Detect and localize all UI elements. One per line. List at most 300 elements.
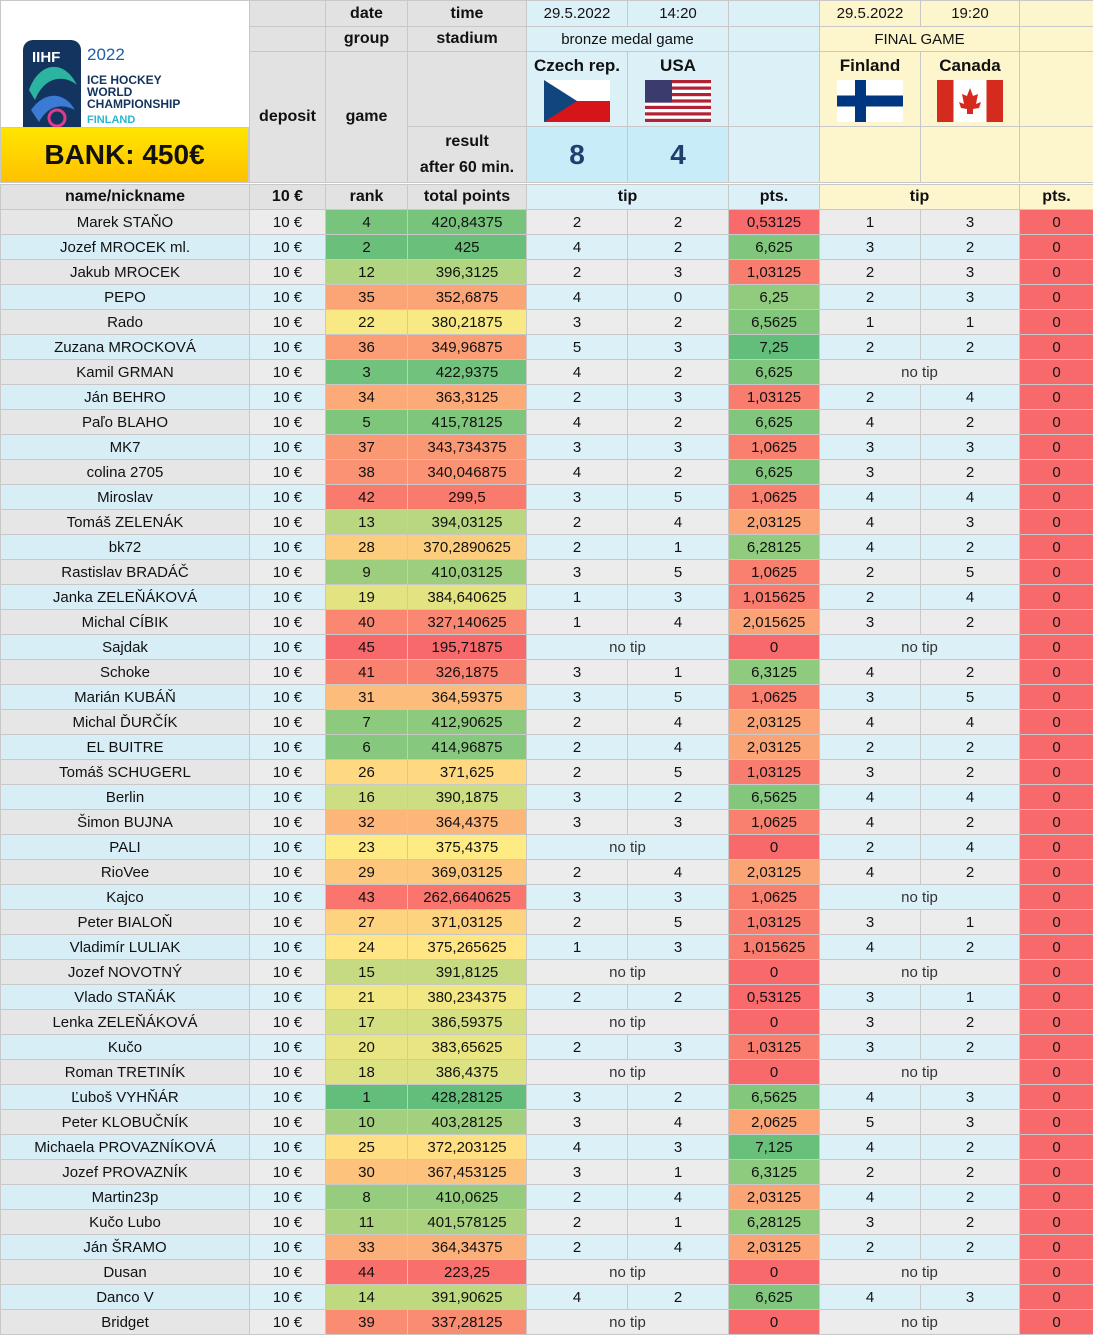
game1-tip-team1: 2 bbox=[527, 1235, 628, 1260]
deposit-cell: 10 € bbox=[250, 835, 326, 860]
game1-score1: 8 bbox=[527, 127, 628, 183]
total-points-cell: 372,203125 bbox=[408, 1135, 527, 1160]
game2-no-tip: no tip bbox=[820, 1260, 1020, 1285]
rank-cell: 10 bbox=[326, 1110, 408, 1135]
rank-cell: 40 bbox=[326, 610, 408, 635]
game2-points: 0 bbox=[1020, 1185, 1093, 1210]
game1-tip-team1: 2 bbox=[527, 760, 628, 785]
game2-time: 19:20 bbox=[921, 1, 1020, 27]
game1-points: 2,03125 bbox=[729, 1235, 820, 1260]
table-row bbox=[1, 735, 1093, 760]
table-row bbox=[1, 260, 1093, 285]
game2-tip-team2: 3 bbox=[921, 285, 1020, 310]
table-row bbox=[1, 960, 1093, 985]
game1-tip-team1: 2 bbox=[527, 860, 628, 885]
results-table bbox=[0, 184, 1093, 1335]
game1-tip-team1: 4 bbox=[527, 1285, 628, 1310]
total-points-cell: 391,8125 bbox=[408, 960, 527, 985]
player-name: Michal ĎURČÍK bbox=[1, 710, 250, 735]
game1-points: 6,25 bbox=[729, 285, 820, 310]
game1-tip-team2: 1 bbox=[628, 660, 729, 685]
game1-points: 1,03125 bbox=[729, 760, 820, 785]
game2-tip-team2: 4 bbox=[921, 385, 1020, 410]
table-row bbox=[1, 710, 1093, 735]
col-total: total points bbox=[408, 185, 527, 210]
game2-points: 0 bbox=[1020, 360, 1093, 385]
game2-tip-team1: 2 bbox=[820, 1160, 921, 1185]
deposit-cell: 10 € bbox=[250, 285, 326, 310]
deposit-cell: 10 € bbox=[250, 660, 326, 685]
game1-points: 0,53125 bbox=[729, 210, 820, 235]
player-name: Janka ZELEŇÁKOVÁ bbox=[1, 585, 250, 610]
game1-tip-team2: 3 bbox=[628, 435, 729, 460]
table-row bbox=[1, 485, 1093, 510]
game2-points: 0 bbox=[1020, 635, 1093, 660]
rank-cell: 8 bbox=[326, 1185, 408, 1210]
game2-tip-team2: 4 bbox=[921, 785, 1020, 810]
deposit-label: deposit bbox=[250, 52, 326, 183]
deposit-cell: 10 € bbox=[250, 1085, 326, 1110]
player-name: Miroslav bbox=[1, 485, 250, 510]
usa-flag-icon bbox=[645, 80, 711, 122]
col-rank: rank bbox=[326, 185, 408, 210]
game2-points: 0 bbox=[1020, 535, 1093, 560]
deposit-cell: 10 € bbox=[250, 1160, 326, 1185]
total-points-cell: 403,28125 bbox=[408, 1110, 527, 1135]
game2-tip-team2: 2 bbox=[921, 460, 1020, 485]
game2-team2 bbox=[921, 52, 1020, 127]
column-header-row bbox=[1, 185, 1093, 210]
game1-points: 6,3125 bbox=[729, 660, 820, 685]
game1-tip-team2: 1 bbox=[628, 1160, 729, 1185]
finland-flag-icon bbox=[837, 80, 903, 122]
game1-points: 1,0625 bbox=[729, 810, 820, 835]
game2-name: FINAL GAME bbox=[820, 27, 1020, 52]
total-points-cell: 340,046875 bbox=[408, 460, 527, 485]
game1-tip-team1: 2 bbox=[527, 535, 628, 560]
game1-points: 6,28125 bbox=[729, 1210, 820, 1235]
total-points-cell: 364,34375 bbox=[408, 1235, 527, 1260]
game1-tip-team2: 3 bbox=[628, 885, 729, 910]
game2-no-tip: no tip bbox=[820, 635, 1020, 660]
deposit-cell: 10 € bbox=[250, 1260, 326, 1285]
game1-team1-name: Czech rep. bbox=[534, 56, 620, 75]
game2-tip-team1: 3 bbox=[820, 1210, 921, 1235]
game2-points: 0 bbox=[1020, 710, 1093, 735]
total-points-cell: 337,28125 bbox=[408, 1310, 527, 1335]
player-name: EL BUITRE bbox=[1, 735, 250, 760]
game1-tip-team1: 4 bbox=[527, 285, 628, 310]
game2-tip-team2: 5 bbox=[921, 685, 1020, 710]
logo-brand: IIHF bbox=[32, 48, 61, 66]
game1-team2 bbox=[628, 52, 729, 127]
player-name: Kamil GRMAN bbox=[1, 360, 250, 385]
game1-tip-team2: 5 bbox=[628, 910, 729, 935]
game1-tip-team2: 3 bbox=[628, 1035, 729, 1060]
game2-tip-team2: 3 bbox=[921, 435, 1020, 460]
total-points-cell: 370,2890625 bbox=[408, 535, 527, 560]
logo-line1: ICE HOCKEY bbox=[87, 72, 162, 87]
game1-points: 6,28125 bbox=[729, 535, 820, 560]
deposit-cell: 10 € bbox=[250, 260, 326, 285]
table-row bbox=[1, 610, 1093, 635]
game2-tip-team1: 4 bbox=[820, 785, 921, 810]
game1-tip-team1: 4 bbox=[527, 235, 628, 260]
player-name: Marián KUBÁŇ bbox=[1, 685, 250, 710]
game1-tip-team1: 2 bbox=[527, 910, 628, 935]
table-row bbox=[1, 1085, 1093, 1110]
player-name: Schoke bbox=[1, 660, 250, 685]
rank-cell: 11 bbox=[326, 1210, 408, 1235]
game1-points: 0 bbox=[729, 960, 820, 985]
game2-tip-team1: 4 bbox=[820, 935, 921, 960]
deposit-cell: 10 € bbox=[250, 760, 326, 785]
rank-cell: 27 bbox=[326, 910, 408, 935]
player-name: bk72 bbox=[1, 535, 250, 560]
game1-tip-team2: 2 bbox=[628, 1085, 729, 1110]
player-name: Ján BEHRO bbox=[1, 385, 250, 410]
player-name: Michaela PROVAZNÍKOVÁ bbox=[1, 1135, 250, 1160]
total-points-cell: 390,1875 bbox=[408, 785, 527, 810]
game1-no-tip: no tip bbox=[527, 835, 729, 860]
rank-cell: 15 bbox=[326, 960, 408, 985]
total-points-cell: 380,21875 bbox=[408, 310, 527, 335]
game2-points: 0 bbox=[1020, 585, 1093, 610]
deposit-cell: 10 € bbox=[250, 210, 326, 235]
game1-tip-team2: 5 bbox=[628, 560, 729, 585]
player-name: Paľo BLAHO bbox=[1, 410, 250, 435]
game2-tip-team2: 2 bbox=[921, 735, 1020, 760]
game2-tip-team2: 2 bbox=[921, 810, 1020, 835]
game1-points: 6,625 bbox=[729, 235, 820, 260]
logo-line3: CHAMPIONSHIP bbox=[87, 96, 181, 111]
game1-points: 6,625 bbox=[729, 360, 820, 385]
rank-cell: 33 bbox=[326, 1235, 408, 1260]
game2-points: 0 bbox=[1020, 1235, 1093, 1260]
deposit-cell: 10 € bbox=[250, 1110, 326, 1135]
game2-tip-team2: 2 bbox=[921, 335, 1020, 360]
game2-tip-team1: 3 bbox=[820, 435, 921, 460]
game1-points: 1,0625 bbox=[729, 885, 820, 910]
deposit-cell: 10 € bbox=[250, 710, 326, 735]
deposit-cell: 10 € bbox=[250, 860, 326, 885]
game2-points: 0 bbox=[1020, 935, 1093, 960]
game1-points: 0 bbox=[729, 1010, 820, 1035]
game2-tip-team1: 3 bbox=[820, 235, 921, 260]
game2-points: 0 bbox=[1020, 1135, 1093, 1160]
table-row bbox=[1, 1035, 1093, 1060]
player-name: Peter KLOBUČNÍK bbox=[1, 1110, 250, 1135]
table-row bbox=[1, 660, 1093, 685]
game2-tip-team1: 4 bbox=[820, 1185, 921, 1210]
game2-points: 0 bbox=[1020, 1310, 1093, 1335]
table-row bbox=[1, 785, 1093, 810]
game2-tip-team1: 2 bbox=[820, 835, 921, 860]
player-name: Danco V bbox=[1, 1285, 250, 1310]
game1-tip-team1: 4 bbox=[527, 460, 628, 485]
table-row bbox=[1, 1310, 1093, 1335]
game1-no-tip: no tip bbox=[527, 960, 729, 985]
game2-tip-team1: 4 bbox=[820, 1135, 921, 1160]
table-row bbox=[1, 1285, 1093, 1310]
total-points-cell: 386,4375 bbox=[408, 1060, 527, 1085]
game2-tip-team1: 4 bbox=[820, 1085, 921, 1110]
game2-tip-team1: 4 bbox=[820, 1285, 921, 1310]
game2-points: 0 bbox=[1020, 260, 1093, 285]
game1-no-tip: no tip bbox=[527, 1310, 729, 1335]
col-pts2: pts. bbox=[1020, 185, 1093, 210]
game1-points: 6,3125 bbox=[729, 1160, 820, 1185]
game1-tip-team1: 2 bbox=[527, 210, 628, 235]
game2-tip-team2: 2 bbox=[921, 860, 1020, 885]
result-label-2: after 60 min. bbox=[419, 158, 515, 176]
player-name: Kučo bbox=[1, 1035, 250, 1060]
table-row bbox=[1, 510, 1093, 535]
game2-points: 0 bbox=[1020, 385, 1093, 410]
deposit-cell: 10 € bbox=[250, 935, 326, 960]
deposit-cell: 10 € bbox=[250, 1135, 326, 1160]
game2-points: 0 bbox=[1020, 335, 1093, 360]
game2-points: 0 bbox=[1020, 435, 1093, 460]
game1-no-tip: no tip bbox=[527, 1010, 729, 1035]
game2-tip-team2: 2 bbox=[921, 1135, 1020, 1160]
total-points-cell: 262,6640625 bbox=[408, 885, 527, 910]
player-name: Berlin bbox=[1, 785, 250, 810]
game2-tip-team1: 2 bbox=[820, 735, 921, 760]
date-label: date bbox=[326, 1, 408, 27]
game2-tip-team1: 4 bbox=[820, 510, 921, 535]
game2-tip-team2: 2 bbox=[921, 1160, 1020, 1185]
logo-year: 2022 bbox=[87, 44, 125, 64]
rank-cell: 21 bbox=[326, 985, 408, 1010]
game1-points: 2,03125 bbox=[729, 1185, 820, 1210]
rank-cell: 23 bbox=[326, 835, 408, 860]
rank-cell: 6 bbox=[326, 735, 408, 760]
player-name: Peter BIALOŇ bbox=[1, 910, 250, 935]
game2-tip-team1: 2 bbox=[820, 1235, 921, 1260]
game2-points: 0 bbox=[1020, 985, 1093, 1010]
rank-cell: 25 bbox=[326, 1135, 408, 1160]
total-points-cell: 415,78125 bbox=[408, 410, 527, 435]
rank-cell: 3 bbox=[326, 360, 408, 385]
game1-tip-team2: 3 bbox=[628, 935, 729, 960]
game2-tip-team2: 3 bbox=[921, 510, 1020, 535]
total-points-cell: 380,234375 bbox=[408, 985, 527, 1010]
game2-tip-team2: 2 bbox=[921, 1185, 1020, 1210]
game2-tip-team2: 2 bbox=[921, 1235, 1020, 1260]
game1-tip-team1: 4 bbox=[527, 360, 628, 385]
rank-cell: 28 bbox=[326, 535, 408, 560]
game2-tip-team2: 1 bbox=[921, 910, 1020, 935]
game2-tip-team1: 5 bbox=[820, 1110, 921, 1135]
rank-cell: 38 bbox=[326, 460, 408, 485]
game2-tip-team2: 3 bbox=[921, 260, 1020, 285]
game2-points: 0 bbox=[1020, 835, 1093, 860]
rank-cell: 20 bbox=[326, 1035, 408, 1060]
deposit-cell: 10 € bbox=[250, 960, 326, 985]
game1-tip-team1: 3 bbox=[527, 1085, 628, 1110]
game1-tip-team2: 4 bbox=[628, 710, 729, 735]
player-name: Jozef NOVOTNÝ bbox=[1, 960, 250, 985]
player-name: Dusan bbox=[1, 1260, 250, 1285]
player-name: Jozef PROVAZNÍK bbox=[1, 1160, 250, 1185]
game1-tip-team2: 2 bbox=[628, 235, 729, 260]
game2-tip-team2: 2 bbox=[921, 410, 1020, 435]
game1-tip-team1: 1 bbox=[527, 585, 628, 610]
game1-tip-team2: 4 bbox=[628, 735, 729, 760]
rank-cell: 31 bbox=[326, 685, 408, 710]
deposit-cell: 10 € bbox=[250, 435, 326, 460]
rank-cell: 2 bbox=[326, 235, 408, 260]
game2-no-tip: no tip bbox=[820, 360, 1020, 385]
game2-tip-team1: 4 bbox=[820, 810, 921, 835]
col-tip2: tip bbox=[820, 185, 1020, 210]
game2-tip-team2: 2 bbox=[921, 935, 1020, 960]
game1-tip-team2: 2 bbox=[628, 1285, 729, 1310]
game2-points: 0 bbox=[1020, 735, 1093, 760]
game2-tip-team2: 2 bbox=[921, 1210, 1020, 1235]
logo-line2: WORLD bbox=[87, 84, 133, 99]
game1-points: 1,015625 bbox=[729, 935, 820, 960]
game2-tip-team2: 2 bbox=[921, 535, 1020, 560]
game2-points: 0 bbox=[1020, 810, 1093, 835]
table-row bbox=[1, 1060, 1093, 1085]
total-points-cell: 223,25 bbox=[408, 1260, 527, 1285]
game1-tip-team2: 0 bbox=[628, 285, 729, 310]
game1-points: 0 bbox=[729, 835, 820, 860]
game2-tip-team2: 2 bbox=[921, 1010, 1020, 1035]
table-row bbox=[1, 435, 1093, 460]
deposit-cell: 10 € bbox=[250, 685, 326, 710]
total-points-cell: 364,59375 bbox=[408, 685, 527, 710]
game1-tip-team1: 3 bbox=[527, 1110, 628, 1135]
game2-points: 0 bbox=[1020, 685, 1093, 710]
rank-cell: 24 bbox=[326, 935, 408, 960]
game1-tip-team1: 4 bbox=[527, 410, 628, 435]
game2-points: 0 bbox=[1020, 910, 1093, 935]
game1-tip-team2: 3 bbox=[628, 260, 729, 285]
total-points-cell: 428,28125 bbox=[408, 1085, 527, 1110]
game2-points: 0 bbox=[1020, 885, 1093, 910]
total-points-cell: 391,90625 bbox=[408, 1285, 527, 1310]
game1-points: 1,0625 bbox=[729, 685, 820, 710]
total-points-cell: 363,3125 bbox=[408, 385, 527, 410]
table-row bbox=[1, 635, 1093, 660]
col-name: name/nickname bbox=[1, 185, 250, 210]
game1-points: 2,03125 bbox=[729, 860, 820, 885]
game2-tip-team2: 3 bbox=[921, 1285, 1020, 1310]
game1-tip-team1: 2 bbox=[527, 510, 628, 535]
game2-tip-team1: 3 bbox=[820, 910, 921, 935]
game2-points: 0 bbox=[1020, 660, 1093, 685]
deposit-cell: 10 € bbox=[250, 885, 326, 910]
game1-time: 14:20 bbox=[628, 1, 729, 27]
game2-tip-team1: 2 bbox=[820, 560, 921, 585]
game2-tip-team2: 4 bbox=[921, 485, 1020, 510]
total-points-cell: 396,3125 bbox=[408, 260, 527, 285]
table-row bbox=[1, 460, 1093, 485]
game1-tip-team2: 5 bbox=[628, 685, 729, 710]
game1-tip-team2: 4 bbox=[628, 1110, 729, 1135]
game1-points: 0 bbox=[729, 1310, 820, 1335]
game1-tip-team1: 2 bbox=[527, 385, 628, 410]
table-row bbox=[1, 210, 1093, 235]
game1-tip-team1: 3 bbox=[527, 1160, 628, 1185]
game1-tip-team2: 4 bbox=[628, 1185, 729, 1210]
game1-points: 2,0625 bbox=[729, 1110, 820, 1135]
player-name: MK7 bbox=[1, 435, 250, 460]
game2-points: 0 bbox=[1020, 1210, 1093, 1235]
deposit-cell: 10 € bbox=[250, 1210, 326, 1235]
player-name: Bridget bbox=[1, 1310, 250, 1335]
game2-tip-team1: 2 bbox=[820, 285, 921, 310]
rank-cell: 18 bbox=[326, 1060, 408, 1085]
col-tip1: tip bbox=[527, 185, 729, 210]
game1-points: 1,03125 bbox=[729, 1035, 820, 1060]
table-row bbox=[1, 1185, 1093, 1210]
rank-cell: 42 bbox=[326, 485, 408, 510]
table-row bbox=[1, 1110, 1093, 1135]
player-name: Jozef MROCEK ml. bbox=[1, 235, 250, 260]
total-points-cell: 401,578125 bbox=[408, 1210, 527, 1235]
game2-no-tip: no tip bbox=[820, 960, 1020, 985]
game2-points: 0 bbox=[1020, 210, 1093, 235]
game2-points: 0 bbox=[1020, 1085, 1093, 1110]
rank-cell: 26 bbox=[326, 760, 408, 785]
table-row bbox=[1, 1010, 1093, 1035]
player-name: Kučo Lubo bbox=[1, 1210, 250, 1235]
rank-cell: 16 bbox=[326, 785, 408, 810]
player-name: Tomáš SCHUGERL bbox=[1, 760, 250, 785]
rank-cell: 7 bbox=[326, 710, 408, 735]
rank-cell: 17 bbox=[326, 1010, 408, 1035]
player-name: PEPO bbox=[1, 285, 250, 310]
game2-points: 0 bbox=[1020, 310, 1093, 335]
deposit-cell: 10 € bbox=[250, 310, 326, 335]
game1-tip-team2: 1 bbox=[628, 1210, 729, 1235]
rank-cell: 22 bbox=[326, 310, 408, 335]
total-points-cell: 375,4375 bbox=[408, 835, 527, 860]
game1-points: 1,03125 bbox=[729, 385, 820, 410]
game2-tip-team2: 4 bbox=[921, 835, 1020, 860]
total-points-cell: 326,1875 bbox=[408, 660, 527, 685]
game1-points: 2,03125 bbox=[729, 510, 820, 535]
game1-tip-team2: 3 bbox=[628, 385, 729, 410]
game1-tip-team1: 2 bbox=[527, 1185, 628, 1210]
deposit-cell: 10 € bbox=[250, 1285, 326, 1310]
game2-tip-team1: 3 bbox=[820, 985, 921, 1010]
game1-tip-team1: 4 bbox=[527, 1135, 628, 1160]
group-label: group bbox=[326, 27, 408, 52]
player-name: Sajdak bbox=[1, 635, 250, 660]
game2-tip-team2: 1 bbox=[921, 310, 1020, 335]
total-points-cell: 349,96875 bbox=[408, 335, 527, 360]
game1-no-tip: no tip bbox=[527, 1260, 729, 1285]
game1-tip-team1: 2 bbox=[527, 710, 628, 735]
game2-tip-team1: 1 bbox=[820, 210, 921, 235]
game2-tip-team1: 2 bbox=[820, 585, 921, 610]
rank-cell: 35 bbox=[326, 285, 408, 310]
deposit-cell: 10 € bbox=[250, 735, 326, 760]
total-points-cell: 371,03125 bbox=[408, 910, 527, 935]
rank-cell: 12 bbox=[326, 260, 408, 285]
game1-tip-team1: 3 bbox=[527, 785, 628, 810]
total-points-cell: 367,453125 bbox=[408, 1160, 527, 1185]
game2-date: 29.5.2022 bbox=[820, 1, 921, 27]
total-points-cell: 195,71875 bbox=[408, 635, 527, 660]
game2-tip-team2: 3 bbox=[921, 1110, 1020, 1135]
game2-tip-team1: 2 bbox=[820, 335, 921, 360]
